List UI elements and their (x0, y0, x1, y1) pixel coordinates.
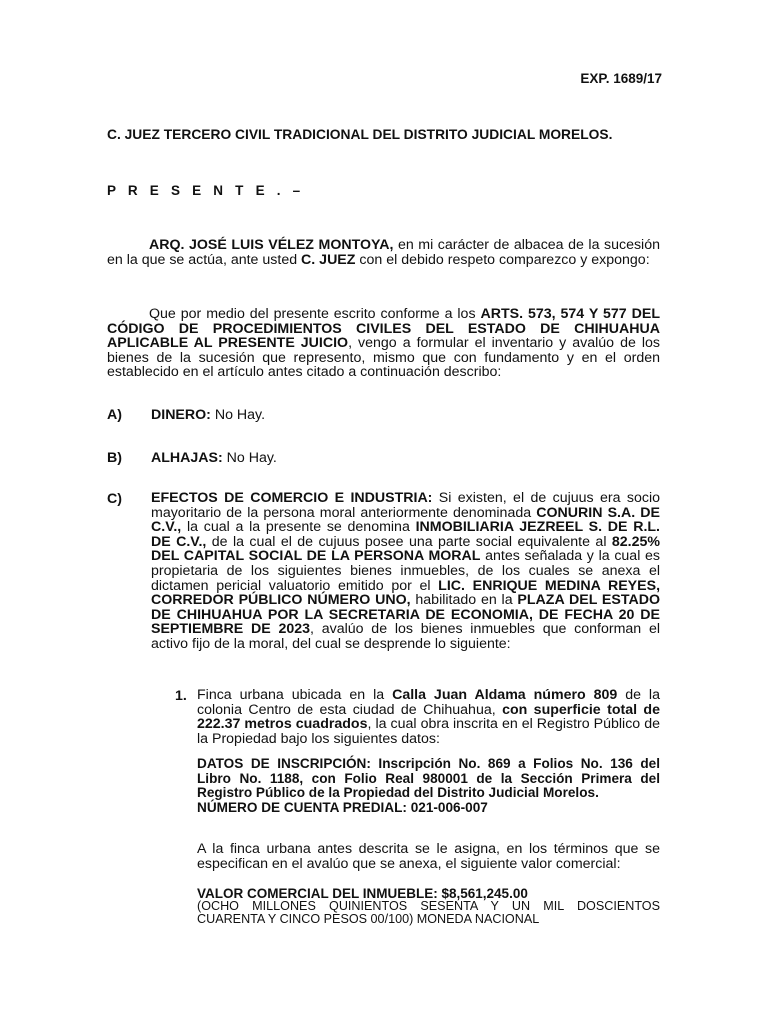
item-label: DINERO: (151, 407, 211, 423)
item-letter: C) (107, 491, 122, 507)
legal-basis-paragraph: Que por medio del presente escrito conforme a los ARTS. 573, 574 Y 577 DEL CÓDIGO DE PROCEDIMIENTOS CIVILES DEL ESTADO DE CHIHUAHUA APLICABLE AL PRESENTE JUICIO, vengo a formular el inventario y avalúo de los bienes de la sucesión que represento, mismo que con fundamento y en el orden establecido en el artículo antes citado a continuación describo: (107, 306, 660, 381)
articles-ref: ARTS. 573, 574 Y 577 DEL CÓDIGO DE PROCEDIMIENTOS CIVILES DEL ESTADO DE CHIHUAHUA APLICABLE AL PRESENTE JUICIO (107, 306, 660, 352)
item-letter: B) (107, 450, 122, 466)
item-alhajas: B) ALHAJAS: No Hay. (107, 450, 277, 466)
registration-data (197, 757, 660, 815)
item-label: ALHAJAS: (151, 450, 223, 466)
judge-ref: C. JUEZ (301, 251, 356, 268)
valuation-paragraph: A la finca urbana antes descrita se le asigna, en los términos que se especifican en el avalúo que se anexa, el siguiente valor comercial: (197, 841, 660, 872)
property-item-1: 1. Finca urbana ubicada en la Calla Juan Aldama número 809 de la colonia Centro de esta ciudad de Chihuahua, con superficie total de 222.37 metros cuadrados, la cual obra inscrita en el Registro Público de la Propiedad bajo los siguientes datos: (175, 687, 660, 747)
addressee-line: C. JUEZ TERCERO CIVIL TRADICIONAL DEL DISTRITO JUDICIAL MORELOS. (107, 127, 613, 142)
expediente-number: EXP. 1689/17 (580, 71, 662, 86)
item-number: 1. (175, 688, 187, 704)
item-letter: A) (107, 407, 122, 423)
intro-paragraph: ARQ. JOSÉ LUIS VÉLEZ MONTOYA, en mi carácter de albacea de la sucesión en la que se actúa, ante usted C. JUEZ con el debido respeto comparezco y expongo: (107, 237, 660, 268)
predial-account: NÚMERO DE CUENTA PREDIAL: 021-006-007 (197, 799, 488, 815)
item-label: EFECTOS DE COMERCIO E INDUSTRIA: (151, 490, 433, 506)
item-efectos-comercio: C) EFECTOS DE COMERCIO E INDUSTRIA: Si existen, el de cujuus era socio mayoritario de la persona moral anteriormente denominada CONURIN S.A. DE C.V., la cual a la presente se denomina INMOBILIARIA JEZREEL S. DE R.L. DE C.V., de la cual el de cujuus posee una parte social equivalente al 82.25% DEL CAPITAL SOCIAL DE LA PERSONA MORAL antes señalada y la cual es propietaria de los siguientes bienes inmuebles, de los cuales se anexa el dictamen pericial valuatorio emitido por el LIC. ENRIQUE MEDINA REYES, CORREDOR PÚBLICO NÚMERO UNO, habilitado en la PLAZA DEL ESTADO DE CHIHUAHUA POR LA SECRETARIA DE ECONOMIA, DE FECHA 20 DE SEPTIEMBRE DE 2023, avalúo de los bienes inmuebles que conforman el activo fijo de la moral, del cual se desprende lo siguiente: (107, 490, 661, 652)
commercial-value: VALOR COMERCIAL DEL INMUEBLE: $8,561,245.00 (197, 886, 528, 901)
item-dinero: A) DINERO: No Hay. (107, 407, 266, 423)
inscription-data: DATOS DE INSCRIPCIÓN: Inscripción No. 869 a Folios No. 136 del Libro No. 1188, con Folio Real 980001 de la Sección Primera del Registro Público de la Propiedad del Distrito Judicial Morelos. (197, 756, 660, 801)
presente-heading: P R E S E N T E . – (107, 183, 305, 198)
commercial-value-words: (OCHO MILLONES QUINIENTOS SESENTA Y UN MIL DOSCIENTOS CUARENTA Y CINCO PESOS 00/100) MONEDA NACIONAL (197, 899, 660, 926)
signer-name: ARQ. JOSÉ LUIS VÉLEZ MONTOYA, (149, 237, 394, 253)
